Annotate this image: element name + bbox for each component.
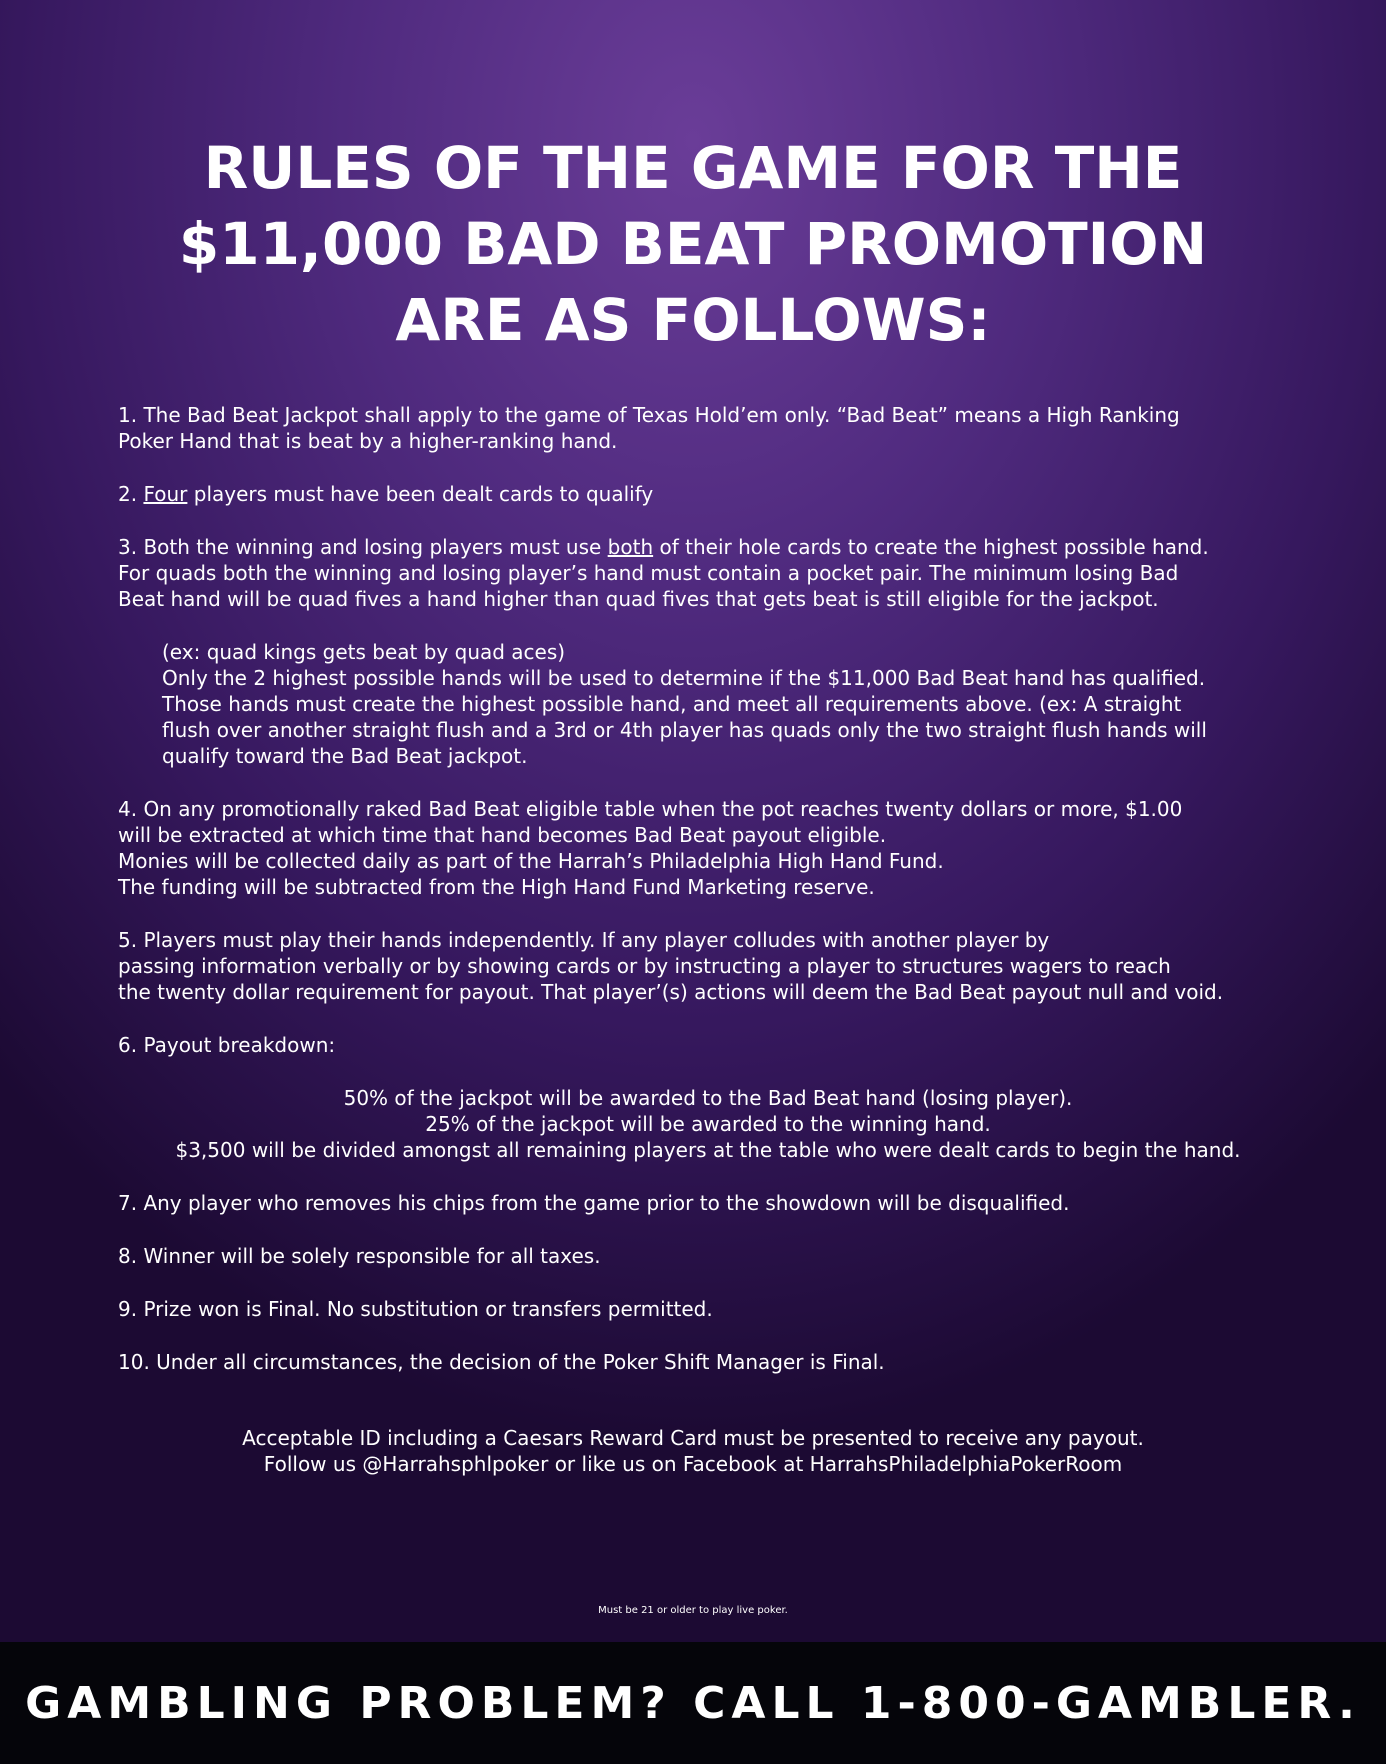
rule-2-prefix: 2. — [118, 482, 144, 506]
helpline-text: GAMBLING PROBLEM? CALL 1-800-GAMBLER. — [25, 1678, 1361, 1729]
rule-4-line-3: Monies will be collected daily as part of the Harrah’s Philadelphia High Hand Fund. — [118, 849, 944, 873]
rule-4-line-1: 4. On any promotionally raked Bad Beat eligible table when the pot reaches twenty dollars or more, $1.00 — [118, 797, 1183, 821]
rule-9 — [118, 1296, 1298, 1322]
rule-3-line-2: For quads both the winning and losing player’s hand must contain a pocket pair. The minimum losing Bad — [118, 561, 1179, 585]
rule-3-prefix: 3. Both the winning and losing players must use — [118, 535, 608, 559]
rule-3-example-line-1: (ex: quad kings gets beat by quad aces) — [162, 640, 566, 664]
social-follow-note: Follow us @Harrahsphlpoker or like us on Facebook at HarrahsPhiladelphiaPokerRoom — [263, 1452, 1123, 1476]
rule-4-line-2: will be extracted at which time that hand becomes Bad Beat payout eligible. — [118, 823, 887, 847]
title-line-3: ARE AS FOLLOWS: — [395, 286, 991, 354]
rule-2-line-1 — [118, 481, 1298, 507]
rule-3-suffix: of their hole cards to create the highest possible hand. — [653, 535, 1209, 559]
rule-3-example-line-5: qualify toward the Bad Beat jackpot. — [162, 744, 528, 768]
rule-1-line-2: Poker Hand that is beat by a higher-ranking hand. — [118, 429, 618, 453]
rule-6-line-1: 6. Payout breakdown: — [118, 1033, 336, 1057]
rule-3-example — [118, 639, 1298, 769]
gambling-helpline-banner — [0, 1642, 1386, 1764]
rule-2-emphasis: Four — [143, 482, 188, 506]
rule-10-line-1: 10. Under all circumstances, the decision of the Poker Shift Manager is Final. — [118, 1350, 885, 1374]
rule-4-line-4: The funding will be subtracted from the High Hand Fund Marketing reserve. — [118, 875, 875, 899]
payout-line-1: 50% of the jackpot will be awarded to the Bad Beat hand (losing player). — [343, 1086, 1073, 1110]
title-line-2: $11,000 BAD BEAT PROMOTION — [178, 210, 1208, 278]
payout-line-2: 25% of the jackpot will be awarded to the winning hand. — [425, 1112, 991, 1136]
title-line-1: RULES OF THE GAME FOR THE — [203, 134, 1183, 202]
rule-3-line-1 — [118, 534, 1298, 560]
rule-1-line-1: 1. The Bad Beat Jackpot shall apply to the game of Texas Hold’em only. “Bad Beat” means a High Ranking — [118, 403, 1180, 427]
rule-4 — [118, 796, 1298, 900]
rule-3-example-line-3: Those hands must create the highest possible hand, and meet all requirements above. (ex: A straight — [162, 692, 1182, 716]
payout-breakdown — [118, 1085, 1298, 1163]
payout-line-3: $3,500 will be divided amongst all remaining players at the table who were dealt cards to begin the hand. — [175, 1138, 1241, 1162]
rule-8-line-1: 8. Winner will be solely responsible for all taxes. — [118, 1244, 601, 1268]
age-disclaimer: Must be 21 or older to play live poker. — [598, 1605, 788, 1616]
rule-9-line-1: 9. Prize won is Final. No substitution or transfers permitted. — [118, 1297, 713, 1321]
rule-6 — [118, 1032, 1298, 1058]
poster-title — [0, 130, 1386, 358]
rule-3-example-line-2: Only the 2 highest possible hands will be used to determine if the $11,000 Bad Beat hand has qualified. — [162, 666, 1206, 690]
rule-7 — [118, 1190, 1298, 1216]
rule-8 — [118, 1243, 1298, 1269]
id-requirement-note: Acceptable ID including a Caesars Reward Card must be presented to receive any payout. — [242, 1426, 1144, 1450]
rule-3-line-3: Beat hand will be quad fives a hand higher than quad fives that gets beat is still eligible for the jackpot. — [118, 587, 1159, 611]
rule-5 — [118, 927, 1298, 1005]
footer-notes — [0, 1425, 1386, 1477]
rule-3-emphasis: both — [607, 535, 654, 559]
rule-2-suffix: players must have been dealt cards to qualify — [187, 482, 654, 506]
rule-5-line-3: the twenty dollar requirement for payout. That player’(s) actions will deem the Bad Beat payout null and void. — [118, 980, 1224, 1004]
rule-10 — [118, 1349, 1298, 1375]
rule-5-line-2: passing information verbally or by showing cards or by instructing a player to structures wagers to reach — [118, 954, 1171, 978]
rule-3-example-line-4: flush over another straight flush and a 3rd or 4th player has quads only the two straight flush hands will — [162, 718, 1207, 742]
rule-2 — [118, 481, 1298, 507]
rule-5-line-1: 5. Players must play their hands independently. If any player colludes with another player by — [118, 928, 1050, 952]
rule-7-line-1: 7. Any player who removes his chips from the game prior to the showdown will be disqualified. — [118, 1191, 1070, 1215]
rule-1 — [118, 402, 1298, 454]
rules-list — [118, 402, 1298, 1402]
rule-3 — [118, 534, 1298, 612]
